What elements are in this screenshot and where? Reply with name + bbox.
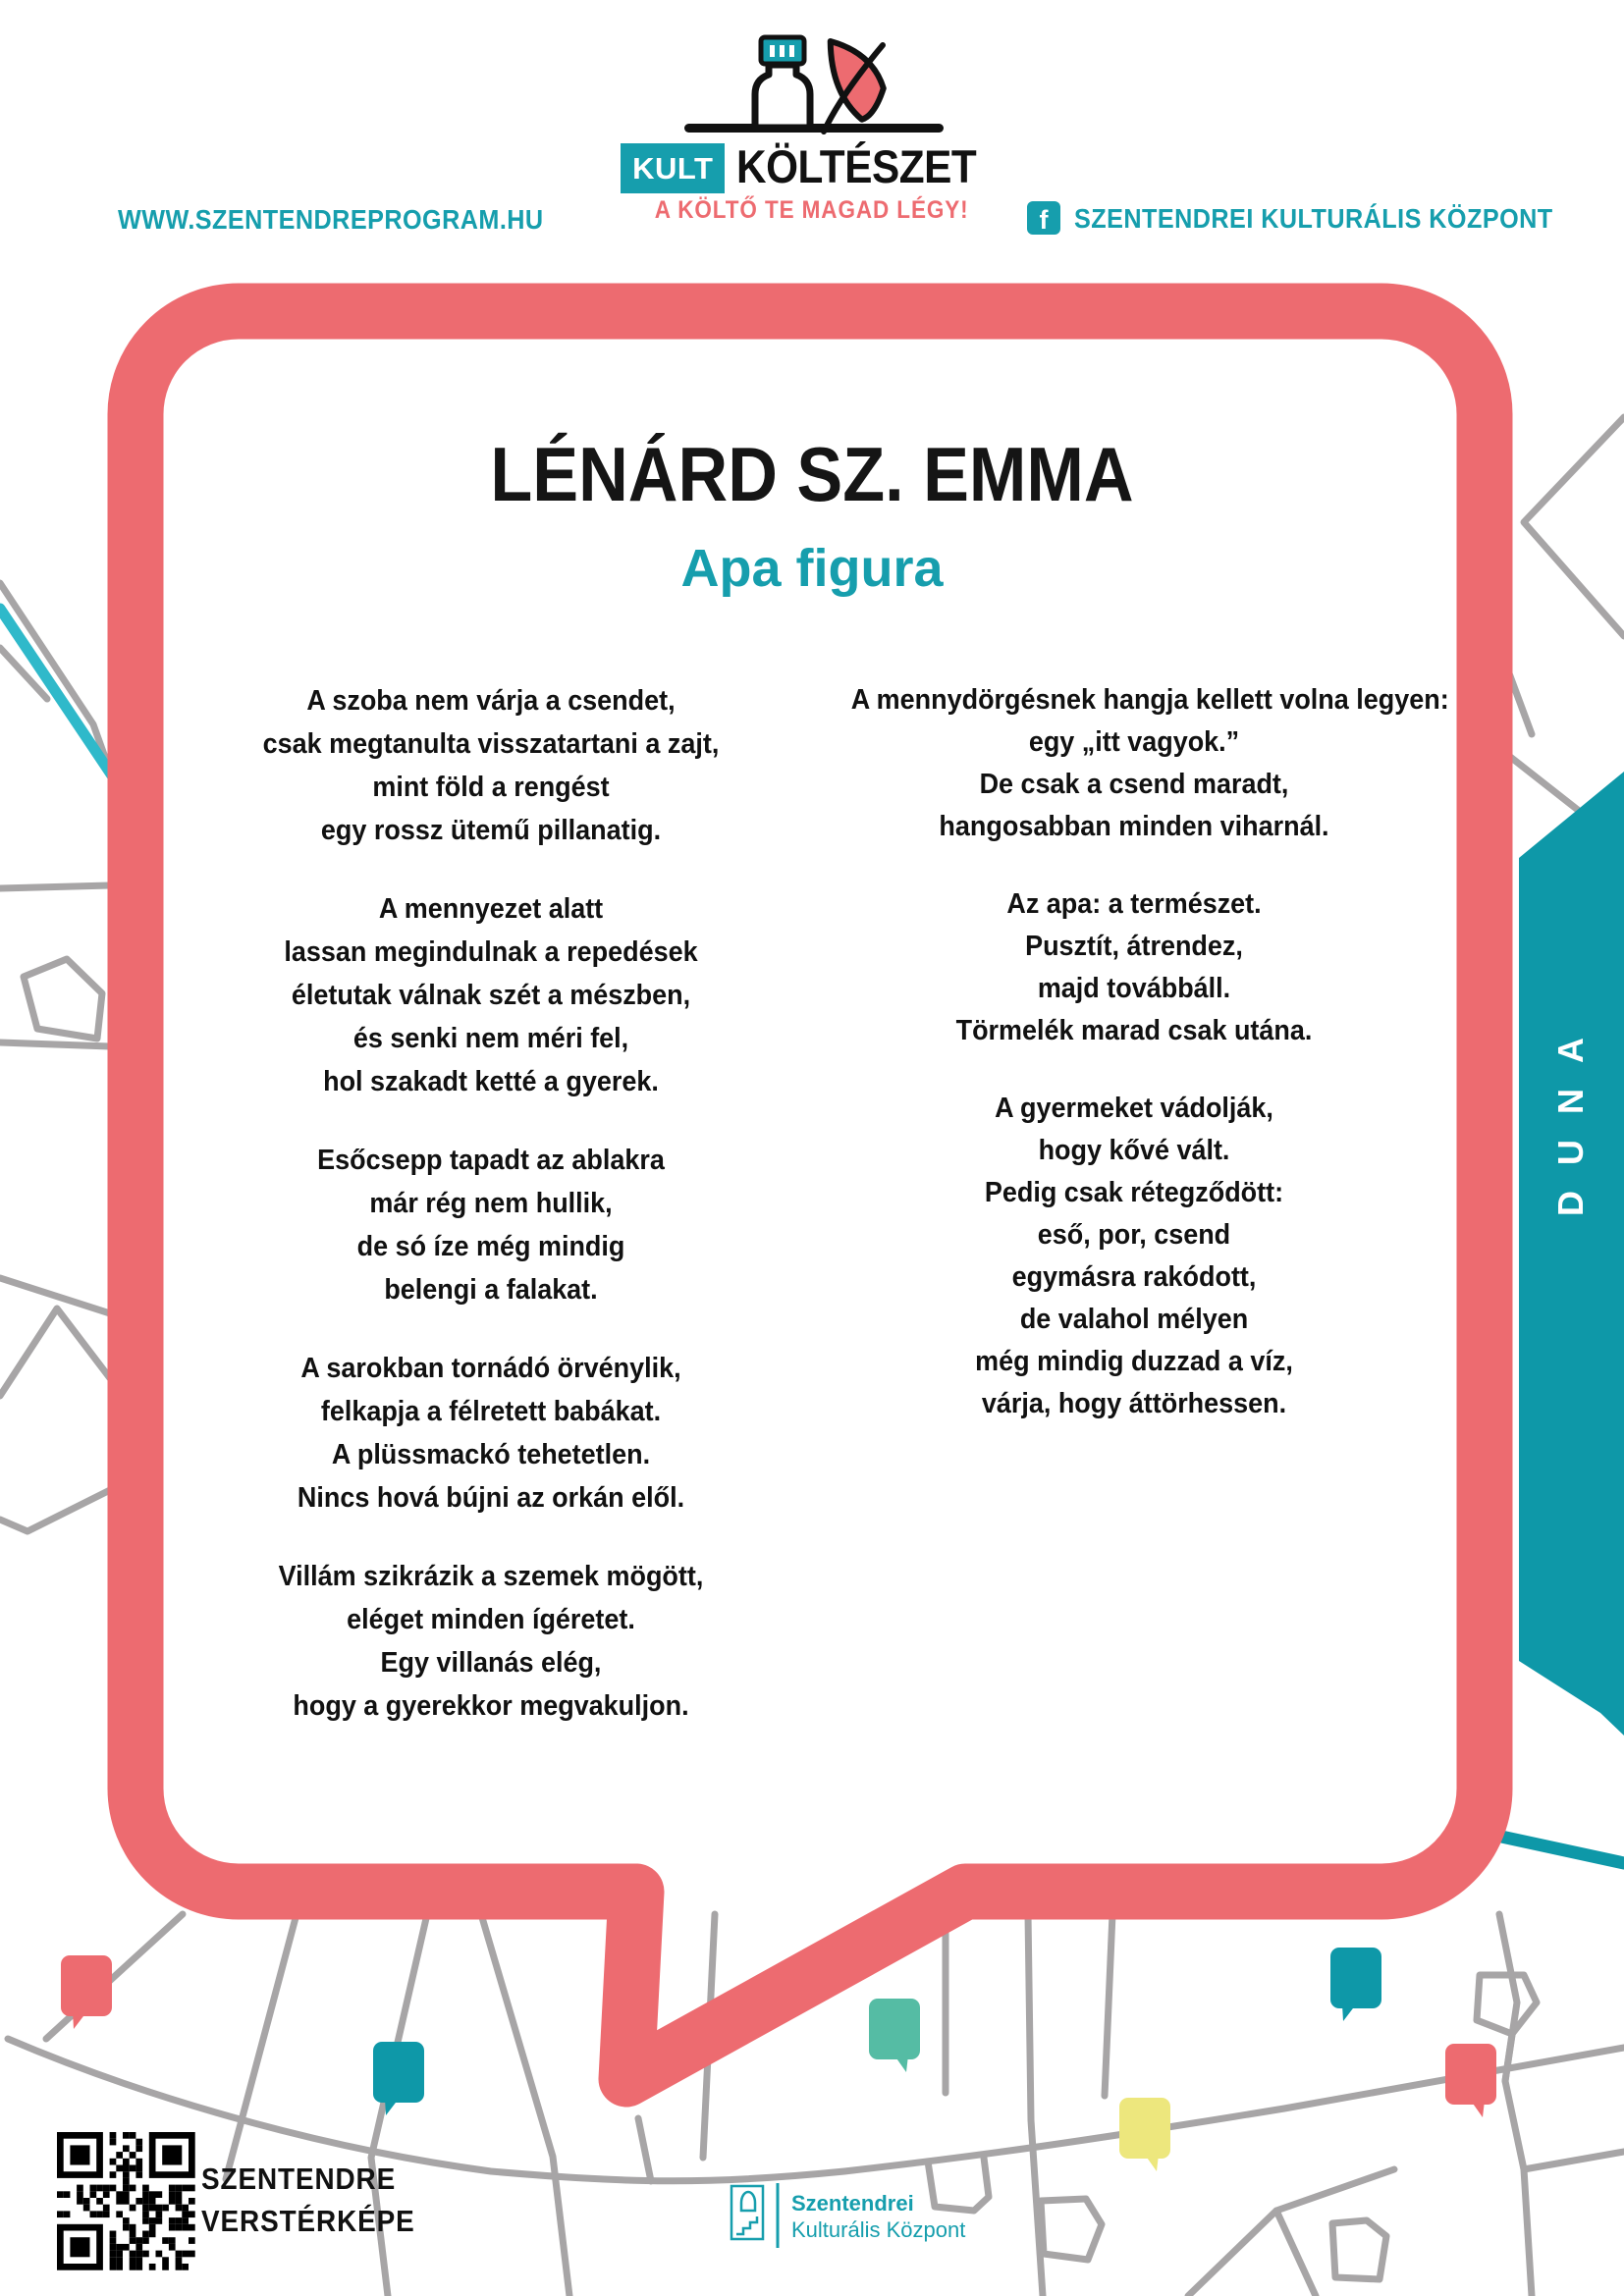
poem-line: még mindig duzzad a víz,: [975, 1346, 1293, 1377]
poem-line: belengi a falakat.: [384, 1274, 598, 1306]
poem-line: egymásra rakódott,: [1011, 1261, 1257, 1293]
poem-stanza: [198, 679, 783, 852]
poem-stanza: [851, 883, 1418, 1052]
map-title: [201, 2158, 439, 2242]
org-name: [791, 2190, 965, 2243]
poem-line: egy rossz ütemű pillanatig.: [320, 815, 662, 846]
poem-stanza: [850, 679, 1449, 848]
poem-stanza: [198, 1555, 783, 1728]
poet-name: LÉNÁRD SZ. EMMA: [490, 431, 1134, 517]
map-title-line2: VERSTÉRKÉPE: [201, 2204, 415, 2238]
poem-column-left: [198, 679, 783, 1763]
poem-line: de só íze még mindig: [356, 1231, 625, 1262]
poem-stanza: [851, 1088, 1418, 1425]
poem-line: majd továbbáll.: [1037, 973, 1231, 1004]
kult-koltészet-wordmark: [0, 140, 1624, 193]
website-url[interactable]: [118, 204, 591, 236]
map-marker: [869, 1999, 920, 2072]
org-name-line1: Szentendrei: [791, 2191, 914, 2216]
poem-stanza: [198, 887, 783, 1103]
poem-line: Pedig csak rétegződött:: [984, 1177, 1284, 1208]
poem-line: Esőcsepp tapadt az ablakra: [317, 1145, 665, 1176]
poem-line: Törmelék marad csak utána.: [955, 1015, 1313, 1046]
poem-line: Nincs hová bújni az orkán elől.: [297, 1482, 685, 1514]
poem-line: lassan megindulnak a repedések: [284, 936, 698, 968]
poem-line: A plüssmackó tehetetlen.: [331, 1439, 651, 1470]
poem-line: életutak válnak szét a mészben,: [291, 980, 691, 1011]
poem-stanza: [198, 1347, 783, 1520]
poem-line: hogy a gyerekkor megvakuljon.: [293, 1690, 689, 1722]
koltészet-wordmark: KÖLTÉSZET: [736, 140, 977, 192]
facebook-page-name: SZENTENDREI KULTURÁLIS KÖZPONT: [1074, 203, 1553, 234]
org-logo-icon: [729, 2183, 784, 2252]
poem-line: mint föld a rengést: [372, 772, 610, 803]
poem-line: de valahol mélyen: [1019, 1304, 1249, 1335]
poem-line: A mennydörgésnek hangja kellett volna legyen:: [850, 684, 1449, 716]
duna-label: DUNA: [1550, 1012, 1591, 1216]
poem-line: Pusztít, átrendez,: [1025, 931, 1243, 962]
poem-line: A mennyezet alatt: [378, 893, 604, 925]
poem-line: eső, por, csend: [1037, 1219, 1231, 1251]
poem-line: hangosabban minden viharnál.: [939, 811, 1329, 842]
ink-bottle-feather-icon: [675, 26, 955, 143]
poem-title: Apa figura: [680, 539, 944, 598]
poem-line: egy „itt vagyok.”: [1028, 726, 1240, 758]
map-marker: [1445, 2044, 1496, 2117]
facebook-row[interactable]: [1027, 200, 1606, 235]
poem-line: csak megtanulta visszatartani a zajt,: [262, 728, 720, 760]
poem-line: felkapja a félretett babákat.: [320, 1396, 662, 1427]
poem-line: Az apa: a természet.: [1006, 888, 1262, 920]
kult-logo: [675, 26, 955, 143]
poem-line: már rég nem hullik,: [369, 1188, 613, 1219]
poem-line: A szoba nem várja a csendet,: [306, 685, 676, 717]
map-marker: [1330, 1948, 1381, 2021]
shore-accent-line: [0, 609, 112, 775]
poem-line: De csak a csend maradt,: [979, 769, 1289, 800]
facebook-icon[interactable]: f: [1027, 201, 1060, 235]
logo-tagline: A KÖLTŐ TE MAGAD LÉGY!: [655, 196, 969, 224]
poem-column-right: [850, 679, 1449, 1461]
poem-line: eléget minden ígéretet.: [347, 1604, 635, 1635]
poem-line: hol szakadt ketté a gyerek.: [323, 1066, 659, 1097]
poem-line: hogy kővé vált.: [1038, 1135, 1230, 1166]
poem-stanza: [198, 1139, 783, 1311]
poem-line: Villám szikrázik a szemek mögött,: [278, 1561, 704, 1592]
poem-line: A sarokban tornádó örvénylik,: [300, 1353, 681, 1384]
poem-line: A gyermeket vádolják,: [995, 1093, 1273, 1124]
map-marker: [1119, 2098, 1170, 2171]
map-title-line1: SZENTENDRE: [201, 2162, 397, 2196]
poem-line: várja, hogy áttörhessen.: [981, 1388, 1287, 1419]
org-logo: [729, 2183, 784, 2252]
kult-badge: KULT: [621, 143, 725, 193]
org-name-line2: Kulturális Központ: [791, 2217, 966, 2242]
qr-code: [57, 2132, 195, 2270]
duna-river-shape: [1519, 772, 1624, 1735]
poem-line: Egy villanás elég,: [380, 1647, 602, 1679]
poem-line: és senki nem méri fel,: [352, 1023, 629, 1054]
website-url-text: WWW.SZENTENDREPROGRAM.HU: [118, 204, 544, 235]
